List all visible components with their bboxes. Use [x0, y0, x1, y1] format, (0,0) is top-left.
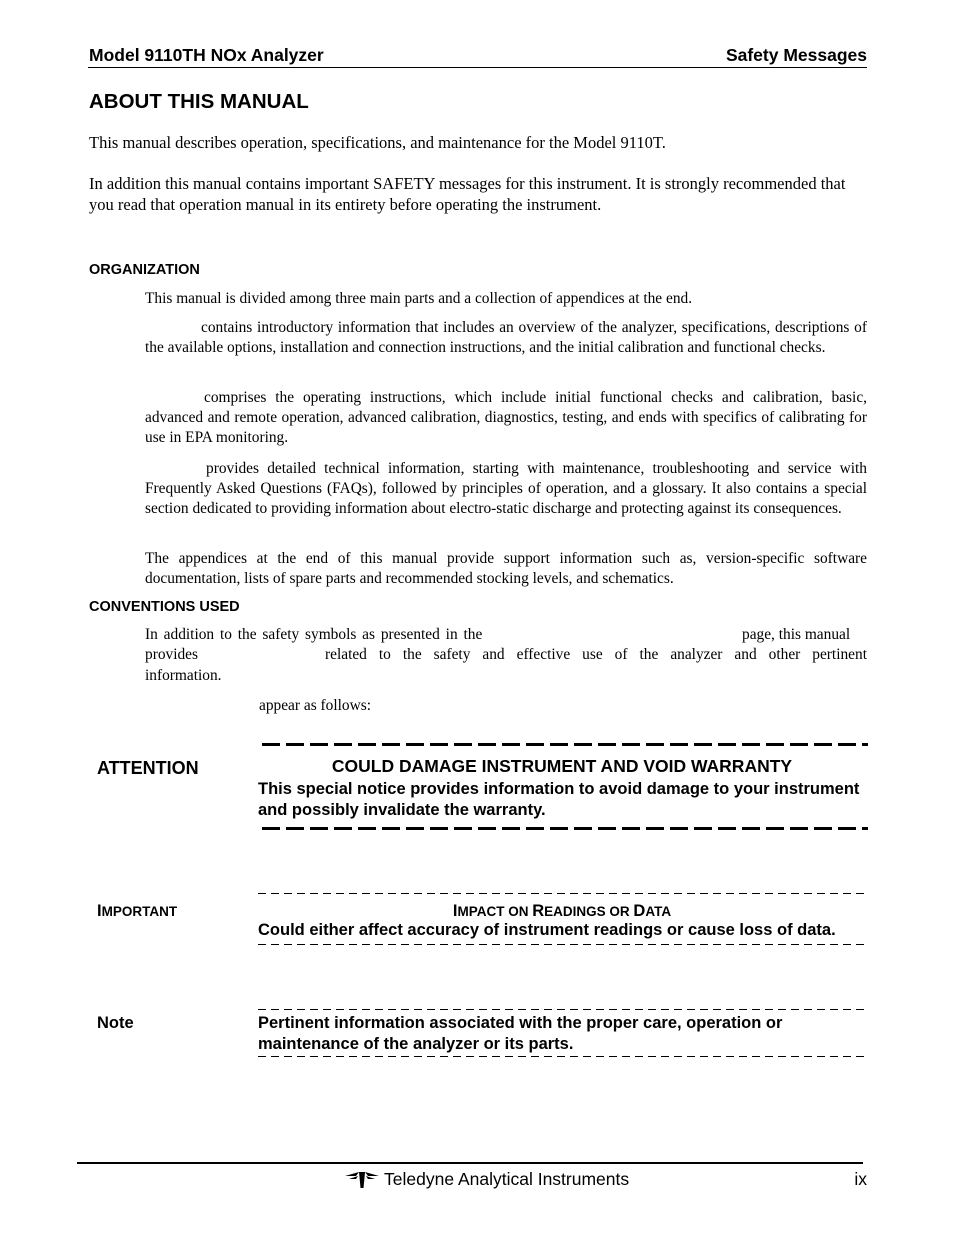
- running-header-title: Model 9110TH NOx Analyzer: [89, 45, 324, 65]
- organization-paragraph-3: comprises the operating instructions, which include initial functional checks and calibration, basic, advanced and remote operation, advanced calibration, diagnostics, testing, and ends with specifics of calibrating for use in EPA monitoring.: [145, 389, 867, 447]
- note-bottom-border: [258, 1056, 868, 1057]
- organization-heading: ORGANIZATION: [89, 262, 200, 278]
- important-label: IMPORTANT: [97, 902, 178, 920]
- conventions-line-2: related to the safety and effective use of the analyzer and other pertinent: [325, 646, 867, 663]
- footer-rule: [77, 1162, 863, 1164]
- conventions-line-1b: [742, 626, 868, 644]
- conventions-line-3: information.: [145, 667, 222, 684]
- header-rule: [88, 67, 867, 68]
- important-bottom-border: [258, 944, 868, 945]
- important-top-border: [258, 893, 868, 894]
- organization-paragraph-2: contains introductory information that includes an overview of the analyzer, specifications, descriptions of the available options, installation and connection instructions, and the initial calibration and functional checks.: [145, 319, 867, 357]
- running-header-section: Safety Messages: [725, 45, 867, 65]
- attention-text: This special notice provides information to avoid damage to your instrument and possibly invalidate the warranty.: [258, 780, 860, 819]
- organization-paragraph-1: This manual is divided among three main parts and a collection of appendices at the end.: [145, 290, 693, 307]
- organization-paragraph-5: The appendices at the end of this manual provide support information such as, version-specific software documentation, lists of spare parts and recommended stocking levels, and schematics.: [145, 550, 867, 588]
- footer-company: Teledyne Analytical Instruments: [384, 1169, 630, 1189]
- note-text: Pertinent information associated with the proper care, operation or maintenance of the analyzer or its parts.: [258, 1014, 783, 1053]
- important-title: IMPACT ON READINGS OR DATA: [452, 902, 672, 920]
- intro-paragraph-1: This manual describes operation, specifications, and maintenance for the Model 9110T.: [89, 133, 666, 152]
- conventions-line-1a: In addition to the safety symbols as presented in the: [145, 626, 483, 643]
- attention-bottom-border: [262, 827, 868, 830]
- page-number: ix: [854, 1169, 867, 1189]
- attention-label: ATTENTION: [97, 758, 199, 778]
- attention-title: COULD DAMAGE INSTRUMENT AND VOID WARRANTY: [331, 756, 793, 776]
- note-top-border: [258, 1009, 868, 1010]
- organization-paragraph-4: provides detailed technical information, starting with maintenance, troubleshooting and service with Frequently Asked Questions (FAQs), followed by principles of operation, and a glossary. It also contains a special section dedicated to providing information about electro-static discharge and protecting against its consequences.: [145, 460, 867, 518]
- attention-top-border: [262, 743, 868, 746]
- conventions-page-text: page, this manual: [742, 626, 851, 643]
- page-title: ABOUT THIS MANUAL: [89, 90, 309, 113]
- intro-paragraph-2: In addition this manual contains important SAFETY messages for this instrument. It is strongly recommended that you read that operation manual in its entirety before operating the instrument.: [89, 174, 846, 214]
- important-text: Could either affect accuracy of instrument readings or cause loss of data.: [258, 921, 836, 939]
- appear-as-follows: appear as follows:: [259, 697, 371, 714]
- conventions-heading: CONVENTIONS USED: [89, 599, 240, 615]
- teledyne-logo-icon: [345, 1170, 379, 1188]
- conventions-provides: provides: [145, 646, 199, 663]
- note-label: Note: [97, 1014, 134, 1032]
